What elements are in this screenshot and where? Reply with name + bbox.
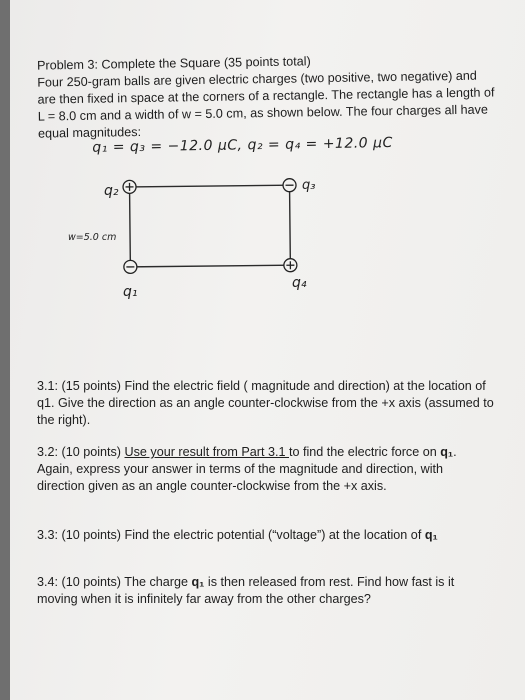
q32-underlined: Use your result from Part 3.1 [124,445,289,459]
q31-line-2: q1. Give the direction as an angle counter-clockwise from the +x axis (assumed to [37,396,494,410]
q32-line-2: Again, express your answer in terms of the magnitude and direction, with [37,462,444,476]
q31-line-1: 3.1: (15 points) Find the electric field ( magnitude and direction) at the location of [37,379,486,393]
q34-line-1 [37,574,512,591]
q32-bold-q: q₁ [440,445,454,459]
q33-text: 3.3: (10 points) Find the electric potential (“voltage”) at the location of [37,528,425,542]
q34-text: 3.4: (10 points) The charge [37,575,192,589]
problem-line-1: Four 250-gram balls are given electric charges (two positive, two negative) and [37,68,477,90]
problem-line-2: are then fixed in space at the corners of a rectangle. The rectangle has a length of [37,85,495,107]
q34-rest: is then released from rest. Find how fast is it [204,575,455,589]
q2-label: q₂ [104,183,119,199]
q34-line-2: moving when it is infinitely far away from the other charges? [37,592,371,606]
worksheet-page [10,0,525,700]
q32-line-3: direction given as an angle counter-clockwise from the +x axis. [37,479,387,493]
q34-bold-q: q₁ [191,575,205,589]
q32-end: . [453,445,457,459]
problem-title: Problem 3: Complete the Square (35 points total) [36,54,311,73]
rectangle-outline [130,185,291,267]
q32-line-1 [37,444,512,461]
question-3-3 [37,527,512,544]
problem-line-4: equal magnitudes: [37,124,142,141]
problem-line-3: L = 8.0 cm and a width of w = 5.0 cm, as shown below. The four charges all have [37,102,489,124]
width-label: w=5.0 cm [68,232,117,243]
q1-label: q₁ [123,284,138,300]
handwritten-charges: q₁ = q₃ = −12.0 μC, q₂ = q₄ = +12.0 μC [92,135,393,156]
q33-bold-q: q₁ [424,528,438,542]
q32-mid: to find the electric force on [289,445,441,459]
question-3-2 [37,444,512,495]
q32-prefix: 3.2: (10 points) [37,445,125,459]
q3-label: q₃ [302,178,316,193]
question-3-1 [37,378,512,429]
question-3-4 [37,574,512,608]
q4-label: q₄ [292,275,307,291]
q31-line-3: the right). [37,413,91,427]
